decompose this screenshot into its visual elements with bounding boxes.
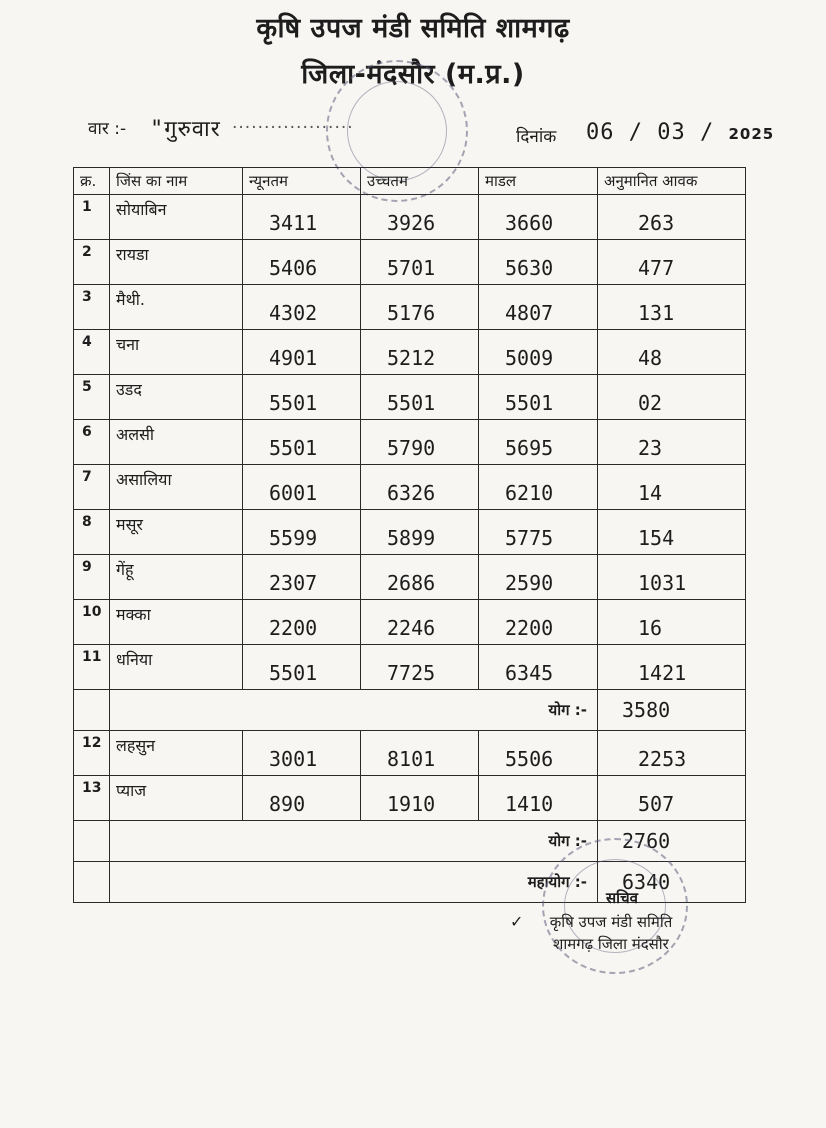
sr-cell [74, 690, 110, 731]
signatory-place: शामगढ़ जिला मंदसौर [553, 935, 669, 953]
sr-cell: 1 [74, 195, 110, 240]
max-price: 5176 [361, 285, 479, 330]
commodity-name: असालिया [110, 465, 243, 510]
modal-price: 5506 [479, 731, 598, 776]
commodity-name: लहसुन [110, 731, 243, 776]
table-row [74, 420, 746, 465]
max-price: 2246 [361, 600, 479, 645]
grand-total-label: महायोग :- [110, 862, 598, 903]
signatory-title: सचिव [606, 889, 638, 907]
arrival-qty: 14 [598, 465, 746, 510]
min-price: 5501 [243, 375, 361, 420]
table-row [74, 195, 746, 240]
max-price: 3926 [361, 195, 479, 240]
subtotal-value: 2760 [598, 821, 746, 862]
arrival-qty: 1421 [598, 645, 746, 690]
table-row [74, 645, 746, 690]
col-header-sr: क्र. [74, 168, 110, 195]
subtotal-value: 3580 [598, 690, 746, 731]
table-row [74, 776, 746, 821]
mandi-rates-table [73, 167, 746, 903]
modal-price: 5695 [479, 420, 598, 465]
table-row [74, 240, 746, 285]
modal-price: 5501 [479, 375, 598, 420]
arrival-qty: 16 [598, 600, 746, 645]
commodity-name: मसूर [110, 510, 243, 555]
arrival-qty: 154 [598, 510, 746, 555]
min-price: 5501 [243, 645, 361, 690]
commodity-name: मैथी. [110, 285, 243, 330]
min-price: 5599 [243, 510, 361, 555]
min-price: 4302 [243, 285, 361, 330]
sr-cell: 10 [74, 600, 110, 645]
commodity-name: उडद [110, 375, 243, 420]
arrival-qty: 02 [598, 375, 746, 420]
col-header-commodity: जिंस का नाम [110, 168, 243, 195]
commodity-name: प्याज [110, 776, 243, 821]
arrival-qty: 131 [598, 285, 746, 330]
arrival-qty: 263 [598, 195, 746, 240]
min-price: 3001 [243, 731, 361, 776]
table-row [74, 285, 746, 330]
subtotal-row [74, 690, 746, 731]
modal-price: 1410 [479, 776, 598, 821]
max-price: 1910 [361, 776, 479, 821]
sr-cell [74, 821, 110, 862]
modal-price: 2590 [479, 555, 598, 600]
min-price: 890 [243, 776, 361, 821]
sr-cell: 11 [74, 645, 110, 690]
commodity-name: धनिया [110, 645, 243, 690]
sr-cell: 2 [74, 240, 110, 285]
modal-price: 6345 [479, 645, 598, 690]
max-price: 7725 [361, 645, 479, 690]
document-subtitle: जिला-मंदसौर (म.प्र.) [301, 59, 525, 90]
min-price: 3411 [243, 195, 361, 240]
max-price: 2686 [361, 555, 479, 600]
max-price: 5899 [361, 510, 479, 555]
col-header-arrival: अनुमानित आवक [598, 168, 746, 195]
modal-price: 4807 [479, 285, 598, 330]
sr-cell: 6 [74, 420, 110, 465]
sr-cell: 12 [74, 731, 110, 776]
date-label: दिनांक [516, 127, 557, 147]
commodity-name: गेंहू [110, 555, 243, 600]
table-row [74, 555, 746, 600]
subtotal-label: योग :- [110, 821, 598, 862]
sr-cell [74, 862, 110, 903]
arrival-qty: 1031 [598, 555, 746, 600]
max-price: 5701 [361, 240, 479, 285]
subtotal-label: योग :- [110, 690, 598, 731]
arrival-qty: 477 [598, 240, 746, 285]
arrival-qty: 507 [598, 776, 746, 821]
sr-cell: 5 [74, 375, 110, 420]
date-day: 06 [586, 120, 615, 145]
day-dotted-line: ................... [232, 113, 354, 133]
arrival-qty: 2253 [598, 731, 746, 776]
day-value: "गुरुवार [150, 117, 221, 142]
sr-cell: 9 [74, 555, 110, 600]
modal-price: 5775 [479, 510, 598, 555]
arrival-qty: 48 [598, 330, 746, 375]
commodity-name: रायडा [110, 240, 243, 285]
sr-cell: 3 [74, 285, 110, 330]
modal-price: 3660 [479, 195, 598, 240]
sr-cell: 4 [74, 330, 110, 375]
table-row [74, 375, 746, 420]
modal-price: 5630 [479, 240, 598, 285]
date-year: 2025 [728, 125, 775, 143]
max-price: 5501 [361, 375, 479, 420]
commodity-name: अलसी [110, 420, 243, 465]
col-header-minimum: न्यूनतम [243, 168, 361, 195]
table-row [74, 510, 746, 555]
commodity-name: चना [110, 330, 243, 375]
table-row [74, 731, 746, 776]
grand-total-value: 6340 [598, 862, 746, 903]
min-price: 6001 [243, 465, 361, 510]
modal-price: 5009 [479, 330, 598, 375]
modal-price: 6210 [479, 465, 598, 510]
modal-price: 2200 [479, 600, 598, 645]
day-label: वार :- [88, 119, 127, 139]
col-header-maximum: उच्चतम [361, 168, 479, 195]
arrival-qty: 23 [598, 420, 746, 465]
sr-cell: 13 [74, 776, 110, 821]
table-row [74, 465, 746, 510]
commodity-name: मक्का [110, 600, 243, 645]
max-price: 6326 [361, 465, 479, 510]
date-value: 06 / 03 / 2025 [586, 120, 775, 145]
table-header-row [74, 168, 746, 195]
col-header-modal: माडल [479, 168, 598, 195]
min-price: 4901 [243, 330, 361, 375]
date-month: 03 [657, 120, 686, 145]
sr-cell: 8 [74, 510, 110, 555]
max-price: 5212 [361, 330, 479, 375]
commodity-name: सोयाबिन [110, 195, 243, 240]
signatory-org: कृषि उपज मंडी समिति [549, 913, 673, 931]
max-price: 5790 [361, 420, 479, 465]
sr-cell: 7 [74, 465, 110, 510]
min-price: 5406 [243, 240, 361, 285]
check-mark-icon: ✓ [510, 912, 524, 931]
document-title: कृषि उपज मंडी समिति शामगढ़ [256, 13, 570, 44]
min-price: 2307 [243, 555, 361, 600]
min-price: 2200 [243, 600, 361, 645]
table-row [74, 600, 746, 645]
max-price: 8101 [361, 731, 479, 776]
min-price: 5501 [243, 420, 361, 465]
table-row [74, 330, 746, 375]
